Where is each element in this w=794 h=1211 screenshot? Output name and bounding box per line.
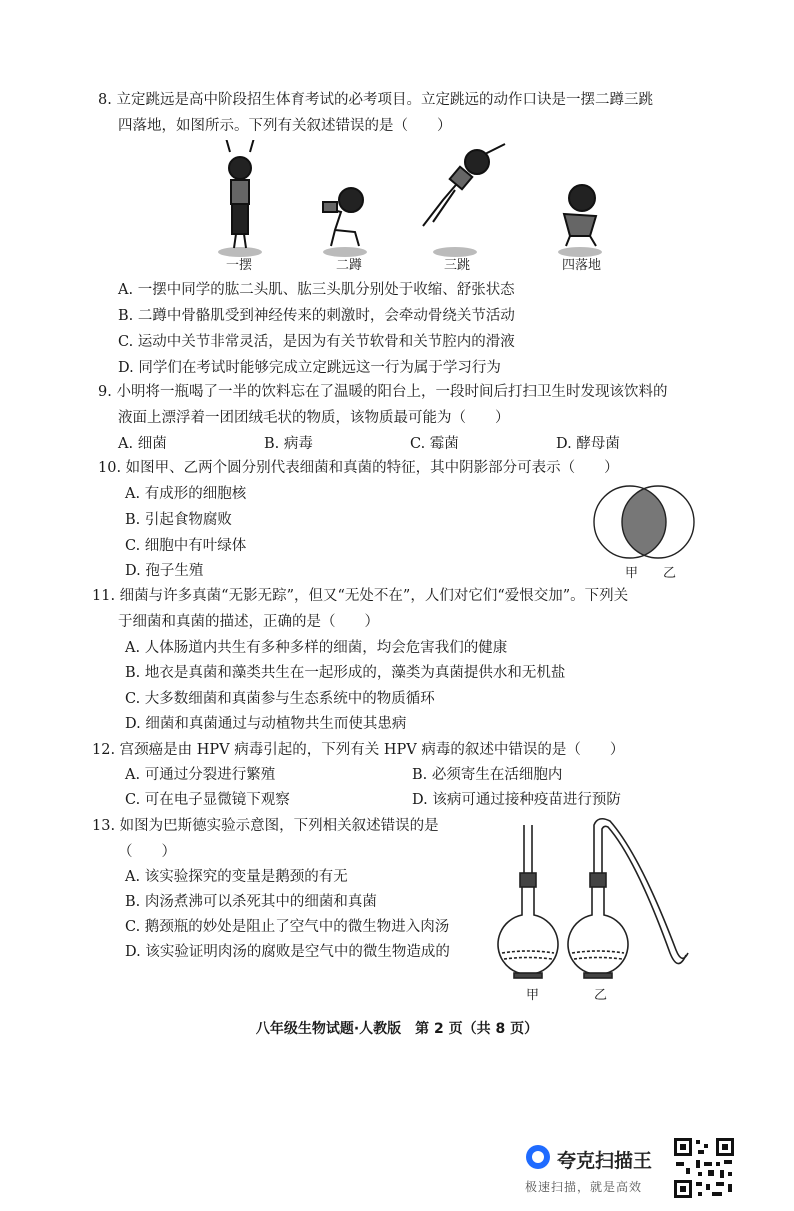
q10-option-c[interactable]: C. 细胞中有叶绿体: [125, 538, 247, 554]
scanner-brand-name: 夸克扫描王: [557, 1150, 653, 1172]
q13-stem-line2: （ ）: [118, 844, 176, 860]
scanner-watermark: [525, 1140, 670, 1200]
q9-option-c[interactable]: C. 霉菌: [410, 436, 459, 452]
q10-option-a[interactable]: A. 有成形的细胞核: [125, 486, 247, 502]
q11-stem-line2: 于细菌和真菌的描述，正确的是（ ）: [118, 614, 379, 630]
q12-stem: 12. 宫颈癌是由 HPV 病毒引起的，下列有关 HPV 病毒的叙述中错误的是（ ）: [92, 742, 625, 758]
scanner-logo-icon: [525, 1144, 551, 1170]
venn-label-jia: 甲: [625, 566, 639, 581]
venn-diagram: [585, 484, 705, 564]
fig-label-squat: 二蹲: [336, 258, 363, 273]
q10-option-b[interactable]: B. 引起食物腐败: [125, 512, 232, 528]
q8-option-b[interactable]: B. 二蹲中骨骼肌受到神经传来的刺激时，会牵动骨绕关节活动: [118, 308, 515, 324]
q13-option-c[interactable]: C. 鹅颈瓶的妙处是阻止了空气中的微生物进入肉汤: [125, 919, 450, 935]
q10-option-d[interactable]: D. 孢子生殖: [125, 563, 204, 579]
fig-label-leap: 三跳: [444, 258, 471, 273]
qr-code-icon: [672, 1136, 736, 1200]
q8-option-d[interactable]: D. 同学们在考试时能够完成立定跳远这一行为属于学习行为: [118, 360, 501, 376]
fig-label-land: 四落地: [562, 258, 602, 273]
q8-option-a[interactable]: A. 一摆中同学的肱二头肌、肱三头肌分别处于收缩、舒张状态: [118, 282, 515, 298]
q8-stem-line2: 四落地，如图所示。下列有关叙述错误的是（ ）: [118, 118, 452, 134]
jump-stage-swing: [218, 140, 262, 257]
q8-stem-line1: 8. 立定跳远是高中阶段招生体育考试的必考项目。立定跳远的动作口诀是一摆二蹲三跳: [98, 92, 653, 108]
q11-option-a[interactable]: A. 人体肠道内共生有多种多样的细菌，均会危害我们的健康: [125, 640, 508, 656]
q10-stem: 10. 如图甲、乙两个圆分别代表细菌和真菌的特征，其中阴影部分可表示（ ）: [98, 460, 619, 476]
q12-option-c[interactable]: C. 可在电子显微镜下观察: [125, 792, 290, 808]
q13-option-a[interactable]: A. 该实验探究的变量是鹅颈的有无: [125, 869, 348, 885]
q11-option-b[interactable]: B. 地衣是真菌和藻类共生在一起形成的，藻类为真菌提供水和无机盐: [125, 665, 566, 681]
q9-stem-line2: 液面上漂浮着一团团绒毛状的物质，该物质最可能为（ ）: [118, 410, 510, 426]
jump-stage-land: [558, 185, 602, 257]
jump-stage-squat: [323, 188, 367, 257]
q13-stem-line1: 13. 如图为巴斯德实验示意图，下列相关叙述错误的是: [92, 818, 439, 834]
page-footer: 八年级生物试题·人教版 第 2 页（共 8 页）: [255, 1021, 539, 1037]
venn-label-yi: 乙: [663, 566, 677, 581]
q8-option-c[interactable]: C. 运动中关节非常灵活，是因为有关节软骨和关节腔内的滑液: [118, 334, 515, 350]
flask-label-jia: 甲: [526, 988, 540, 1003]
q9-option-a[interactable]: A. 细菌: [118, 436, 167, 452]
q9-option-d[interactable]: D. 酵母菌: [556, 436, 620, 452]
fig-label-swing: 一摆: [226, 258, 253, 273]
q12-option-a[interactable]: A. 可通过分裂进行繁殖: [125, 767, 276, 783]
q11-option-c[interactable]: C. 大多数细菌和真菌参与生态系统中的物质循环: [125, 691, 435, 707]
q9-option-b[interactable]: B. 病毒: [264, 436, 313, 452]
q13-option-b[interactable]: B. 肉汤煮沸可以杀死其中的细菌和真菌: [125, 894, 377, 910]
pasteur-flask-diagram: [490, 815, 700, 990]
q12-option-d[interactable]: D. 该病可通过接种疫苗进行预防: [412, 792, 621, 808]
scanner-slogan: 极速扫描，就是高效: [525, 1180, 643, 1194]
q13-option-d[interactable]: D. 该实验证明肉汤的腐败是空气中的微生物造成的: [125, 944, 450, 960]
q9-stem-line1: 9. 小明将一瓶喝了一半的饮料忘在了温暖的阳台上，一段时间后打扫卫生时发现该饮料的: [98, 384, 668, 400]
jump-stage-leap: [423, 144, 505, 257]
q11-stem-line1: 11. 细菌与许多真菌“无影无踪”，但又“无处不在”，人们对它们“爱恨交加”。下列关: [92, 588, 629, 604]
q12-option-b[interactable]: B. 必须寄生在活细胞内: [412, 767, 563, 783]
q11-option-d[interactable]: D. 细菌和真菌通过与动植物共生而使其患病: [125, 716, 407, 732]
flask-label-yi: 乙: [594, 988, 608, 1003]
